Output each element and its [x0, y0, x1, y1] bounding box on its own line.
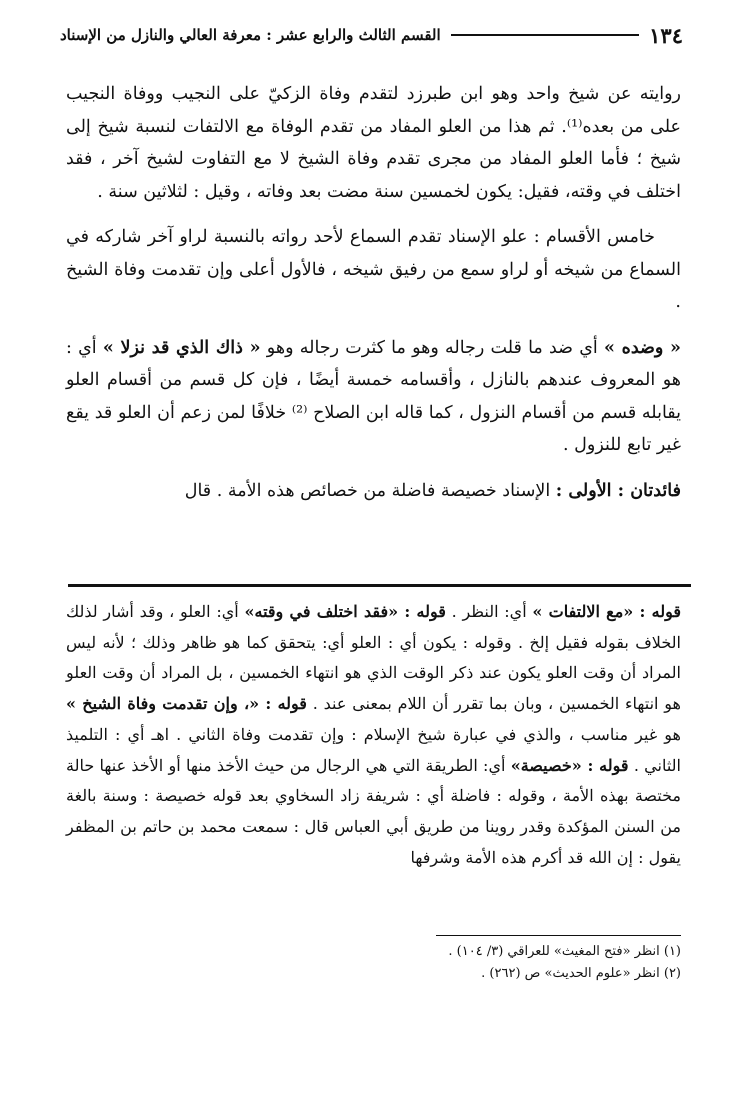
commentary-gloss: أي: العلو ، وقد أشار لذلك الخلاف بقوله فقيل إلخ . وقوله : يكون أي : العلو أي: يتحقق كما هو ظاهر وذلك ؛ لأنه ليس المراد أن وقت العلو يكون عند ذكر الوقت الذي هو انتهاء الخمسين ، بل المراد أن وقت العلو هو انتهاء الخمسين ، وبان بما تقرر أن اللام بمعنى عند . [66, 602, 681, 714]
commentary-divider [68, 584, 691, 587]
commentary-lemma: قوله : «خصيصة» [510, 755, 629, 775]
paragraph-3 [66, 332, 681, 462]
paragraph-3-text-a: أي ضد ما قلت رجاله وهو ما كثرت رجاله وهو [260, 337, 604, 358]
paragraph-2: خامس الأقسام : علو الإسناد تقدم السماع لأحد رواته بالنسبة لراو آخر شاركه في السماع من شيخه أو لراو سمع من رفيق شيخه ، فالأول أعلى وإن تقدمت وفاة الشيخ . [66, 227, 681, 312]
benefits-heading: فائدتان : الأولى : [555, 480, 681, 501]
running-head [60, 20, 683, 50]
matn-quote: « وضده » [603, 337, 681, 358]
matn-quote: « ذاك الذي قد نزلا » [102, 337, 261, 358]
footnote-1: (١) انظر «فتح المغيث» للعراقي (٣/ ١٠٤) . [448, 944, 681, 959]
main-text [66, 78, 681, 520]
page-number: ١٣٤ [649, 22, 683, 48]
commentary [66, 597, 681, 873]
paragraph-1: روايته عن شيخ واحد وهو ابن طبرزد لتقدم وفاة الزكيّ على النجيب ووفاة النجيب على من بعده⁽¹⁾. ثم هذا من العلو المفاد من تقدم الوفاة مع الالتفات لنسبة شيخ إلى شيخ ؛ فأما العلو المفاد من مجرى تقدم وفاة الشيخ لا مع التفاوت لشيخ آخر ، فقد اختلف في وقته، فقيل: يكون لخمسين سنة مضت بعد وفاته ، وقيل : لثلاثين سنة . [66, 84, 681, 202]
paragraph-3-text-b: أي : هو المعروف عندهم بالنازل ، وأقسامه خمسة أيضًا ، فإن كل قسم من أقسام العلو يقابله قسم من أقسام النزول ، كما قاله ابن الصلاح ⁽²⁾ خلافًا لمن زعم أن العلو قد يقع غير تابع للنزول . [66, 337, 681, 455]
footnote-rule [436, 935, 681, 936]
commentary-text [66, 597, 681, 873]
footnotes [281, 941, 681, 985]
paragraph-4-text: الإسناد خصيصة فاضلة من خصائص هذه الأمة . قال [184, 480, 556, 501]
chapter-title: القسم الثالث والرابع عشر : معرفة العالي والنازل من الإسناد [60, 26, 441, 44]
footnote-2: (٢) انظر «علوم الحديث» ص (٢٦٢) . [481, 966, 681, 981]
header-rule [451, 34, 639, 36]
commentary-lemma: قوله : «، وإن تقدمت وفاة الشيخ » [66, 694, 307, 714]
commentary-gloss: أي: النظر . [445, 602, 533, 621]
commentary-lemma: قوله : «مع الالتفات » [532, 602, 682, 621]
commentary-gloss: هو غير مناسب ، والذي في عبارة شيخ الإسلام : وإن تقدمت وفاة الثاني . اهـ أي : التلميذ الثاني . [66, 724, 681, 775]
paragraph-4 [66, 475, 681, 508]
commentary-lemma: قوله : «فقد اختلف في وقته» [244, 602, 446, 621]
commentary-gloss: أي: الطريقة التي هي الرجال من حيث الأخذ منها أو الأخذ عنها حالة مختصة بهذه الأمة ، وقوله : فاضلة أي : شريفة زاد السخاوي بعد قوله خصيصة : وسنة بالغة من السنن المؤكدة وقدر روينا من طريق أبي العباس قال : سمعت محمد بن حاتم بن المظفر يقول : إن الله قد أكرم هذه الأمة وشرفها [66, 755, 681, 867]
